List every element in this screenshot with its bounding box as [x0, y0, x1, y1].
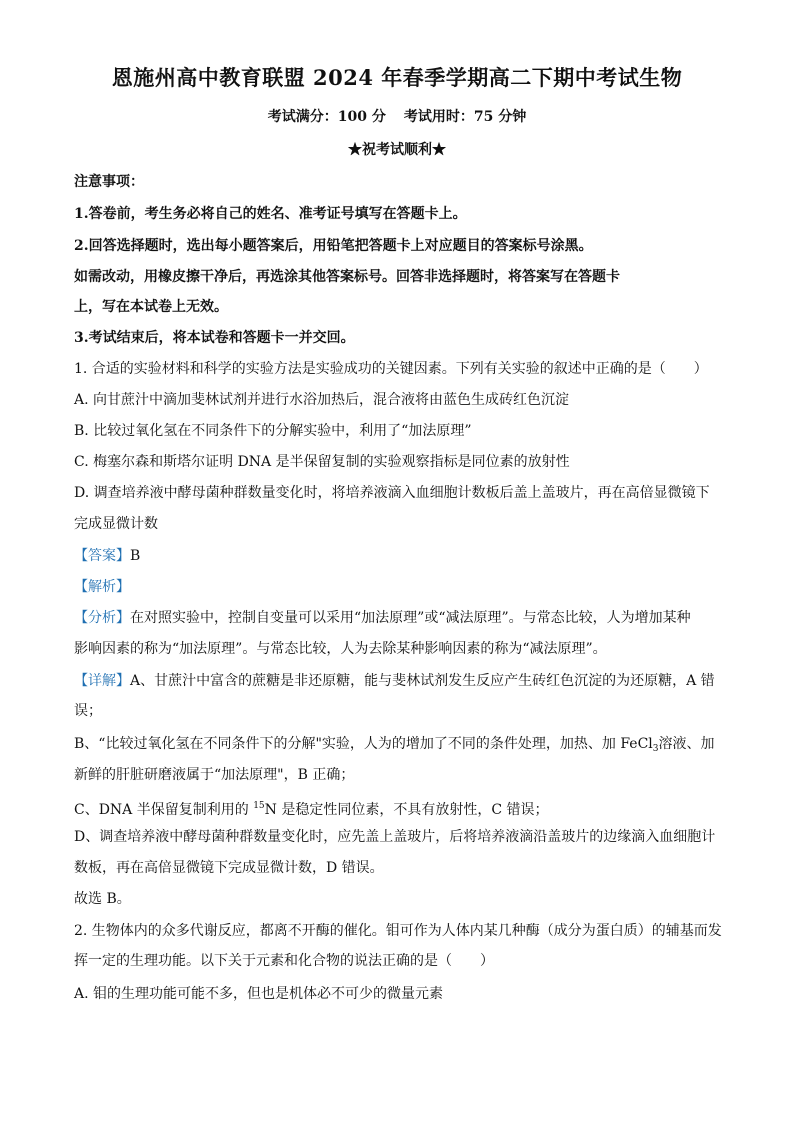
note-item-3: 3.考试结束后，将本试卷和答题卡一并交回。	[74, 330, 355, 346]
question-1-stem: 1. 合适的实验材料和科学的实验方法是实验成功的关键因素。下列有关实验的叙述中正确的是（ ）	[74, 361, 708, 377]
exam-meta	[0, 106, 794, 128]
xiangjie-a-text-1: A、甘蔗汁中富含的蔗糖是非还原糖，能与斐林试剂发生反应产生砖红色沉淀的为还原糖，A 错	[130, 673, 715, 689]
isotope-superscript: 15	[253, 801, 265, 811]
fenxi-line-2: 影响因素的称为“加法原理”。与常态比较，人为去除某种影响因素的称为“减法原理”。	[74, 641, 607, 657]
time-info: 考试用时：75 分钟	[403, 109, 527, 125]
xiangjie-line-c	[74, 795, 724, 821]
xiangjie-line-a-1	[74, 670, 724, 692]
note-item-2-line-2: 如需改动，用橡皮擦干净后，再选涂其他答案标号。回答非选择题时，将答案写在答题卡	[74, 269, 620, 285]
answer-line	[74, 545, 724, 567]
note-item-2-line-3: 上，写在本试卷上无效。	[74, 299, 228, 315]
exam-title: 恩施州高中教育联盟 2024 年春季学期高二下期中考试生物	[111, 65, 683, 90]
fenxi-tag: 【分析】	[74, 610, 130, 626]
xiangjie-line-b-1	[74, 733, 724, 760]
question-1-option-a: A. 向甘蔗汁中滴加斐林试剂并进行水浴加热后，混合液将由蓝色生成砖红色沉淀	[74, 392, 570, 408]
fecl3-subscript: 3	[652, 744, 659, 754]
fenxi-text-1: 在对照实验中，控制自变量可以采用“加法原理”或“减法原理”。与常态比较，人为增加某种	[130, 610, 691, 626]
good-luck-banner: ★祝考试顺利★	[348, 142, 446, 158]
notes-heading: 注意事项：	[74, 174, 144, 190]
xiangjie-line-b-2: 新鲜的肝脏研磨液属于“加法原理"，B 正确；	[74, 767, 355, 783]
xiangjie-c-pre: C、DNA 半保留复制利用的	[74, 802, 254, 818]
score-info: 考试满分：100 分	[267, 109, 386, 125]
xiangjie-b-pre: B、“比较过氧化氢在不同条件下的分解"实验，人为的增加了不同的条件处理，加热、加 FeCl	[74, 736, 653, 752]
question-2-stem-line-1: 2. 生物体内的众多代谢反应，都离不开酶的催化。钼可作为人体内某几种酶（成分为蛋白质）的辅基而发	[74, 923, 722, 939]
note-item-1: 1.答卷前，考生务必将自己的姓名、准考证号填写在答题卡上。	[74, 206, 467, 222]
xiangjie-b-post: 溶液、加	[658, 736, 715, 752]
note-item-2-line-1: 2.回答选择题时，选出每小题答案后，用铅笔把答题卡上对应题目的答案标号涂黑。	[74, 238, 593, 254]
question-1-option-b: B. 比较过氧化氢在不同条件下的分解实验中，利用了“加法原理”	[74, 423, 472, 439]
answer-tag: 【答案】	[74, 548, 130, 564]
conclusion: 故选 B。	[74, 891, 131, 907]
question-1-option-d-line-1: D. 调查培养液中酵母菌种群数量变化时，将培养液滴入血细胞计数板后盖上盖玻片，再在高倍显微镜下	[74, 485, 710, 501]
xiangjie-line-d-1: D、调查培养液中酵母菌种群数量变化时，应先盖上盖玻片，后将培养液滴沿盖玻片的边缘滴入血细胞计	[74, 829, 716, 845]
question-1-option-c: C. 梅塞尔森和斯塔尔证明 DNA 是半保留复制的实验观察指标是同位素的放射性	[74, 454, 570, 470]
xiangjie-line-a-2: 误；	[74, 703, 102, 719]
question-2-option-a: A. 钼的生理功能可能不多，但也是机体必不可少的微量元素	[74, 986, 444, 1002]
question-1-option-d-line-2: 完成显微计数	[74, 516, 158, 532]
question-2-stem-line-2: 挥一定的生理功能。以下关于元素和化合物的说法正确的是（ ）	[74, 953, 494, 969]
xiangjie-c-post: N 是稳定性同位素，不具有放射性，C 错误；	[264, 802, 549, 818]
xiangjie-tag: 【详解】	[74, 673, 130, 689]
analysis-tag: 【解析】	[74, 579, 130, 595]
fenxi-line-1	[74, 607, 724, 629]
xiangjie-line-d-2: 数板，再在高倍显微镜下完成显微计数，D 错误。	[74, 860, 384, 876]
answer-value: B	[130, 548, 141, 564]
